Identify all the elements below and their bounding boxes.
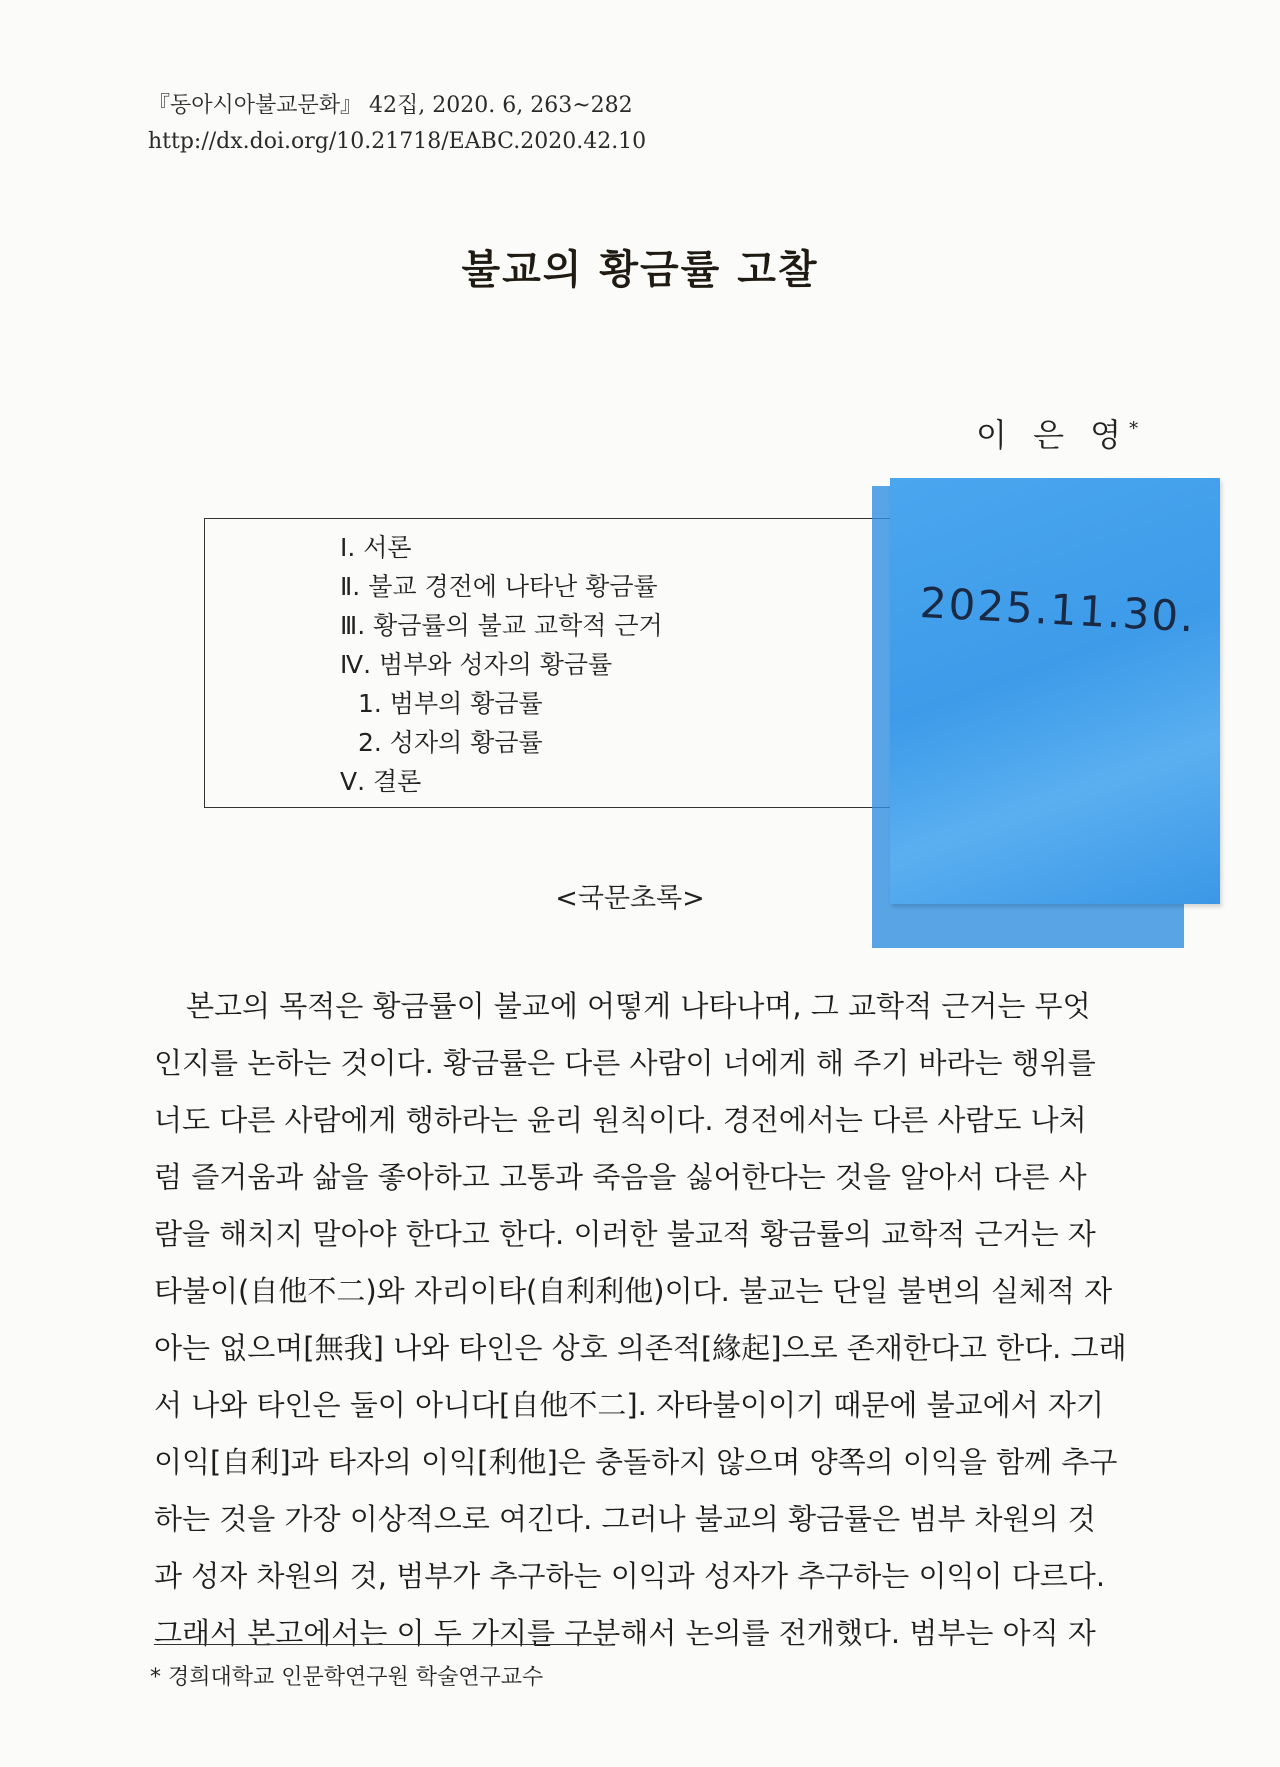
doi-link: http://dx.doi.org/10.21718/EABC.2020.42.10 <box>148 129 647 154</box>
toc-item: Ⅳ. 범부와 성자의 황금률 <box>340 650 613 679</box>
toc-item: Ⅱ. 불교 경전에 나타난 황금률 <box>340 572 658 601</box>
abstract-body <box>154 978 1130 1662</box>
paper-title: 불교의 황금률 고찰 <box>461 246 819 293</box>
footnote: * 경희대학교 인문학연구원 학술연구교수 <box>150 1665 544 1690</box>
abstract-line: 람을 해치지 말아야 한다고 한다. 이러한 불교적 황금률의 교학적 근거는 자 <box>154 1217 1096 1251</box>
abstract-line: 그래서 본고에서는 이 두 가지를 구분해서 논의를 전개했다. 범부는 아직 자 <box>154 1616 1096 1650</box>
abstract-line: 너도 다른 사람에게 행하라는 윤리 원칙이다. 경전에서는 다른 사람도 나처 <box>154 1103 1087 1137</box>
sticky-note <box>890 478 1220 904</box>
abstract-line: 럼 즐거움과 삶을 좋아하고 고통과 죽음을 싫어한다는 것을 알아서 다른 사 <box>154 1160 1087 1194</box>
toc-item: Ⅴ. 결론 <box>340 767 422 796</box>
sticky-note-handwriting: 2025.11.30. <box>918 578 1197 642</box>
footnote-divider <box>154 1644 604 1645</box>
abstract-line: 과 성자 차원의 것, 범부가 추구하는 이익과 성자가 추구하는 이익이 다르다. <box>154 1559 1106 1593</box>
toc-item: 2. 성자의 황금률 <box>358 728 543 757</box>
abstract-line: 타불이(自他不二)와 자리이타(自利利他)이다. 불교는 단일 불변의 실체적 자 <box>154 1274 1113 1308</box>
toc-item: Ⅲ. 황금률의 불교 교학적 근거 <box>340 611 663 640</box>
abstract-line: 이익[自利]과 타자의 이익[利他]은 충돌하지 않으며 양쪽의 이익을 함께 추구 <box>154 1445 1118 1479</box>
journal-citation: 『동아시아불교문화』 42집, 2020. 6, 263~282 <box>148 93 633 118</box>
abstract-line: 본고의 목적은 황금률이 불교에 어떻게 나타나며, 그 교학적 근거는 무엇 <box>186 989 1091 1023</box>
table-of-contents <box>340 528 663 801</box>
author-line <box>976 410 1138 456</box>
author-name: 이 은 영 <box>976 416 1130 454</box>
abstract-heading: <국문초록> <box>555 883 705 914</box>
journal-header <box>148 88 646 160</box>
abstract-line: 서 나와 타인은 둘이 아니다[自他不二]. 자타불이이기 때문에 불교에서 자기 <box>154 1388 1104 1422</box>
abstract-line: 아는 없으며[無我] 나와 타인은 상호 의존적[緣起]으로 존재한다고 한다. 그래 <box>154 1331 1127 1365</box>
author-footnote-mark: * <box>1129 418 1139 440</box>
abstract-line: 인지를 논하는 것이다. 황금률은 다른 사람이 너에게 해 주기 바라는 행위를 <box>154 1046 1096 1080</box>
toc-item: Ⅰ. 서론 <box>340 533 412 562</box>
toc-item: 1. 범부의 황금률 <box>358 689 543 718</box>
abstract-line: 하는 것을 가장 이상적으로 여긴다. 그러나 불교의 황금률은 범부 차원의 것 <box>154 1502 1096 1536</box>
